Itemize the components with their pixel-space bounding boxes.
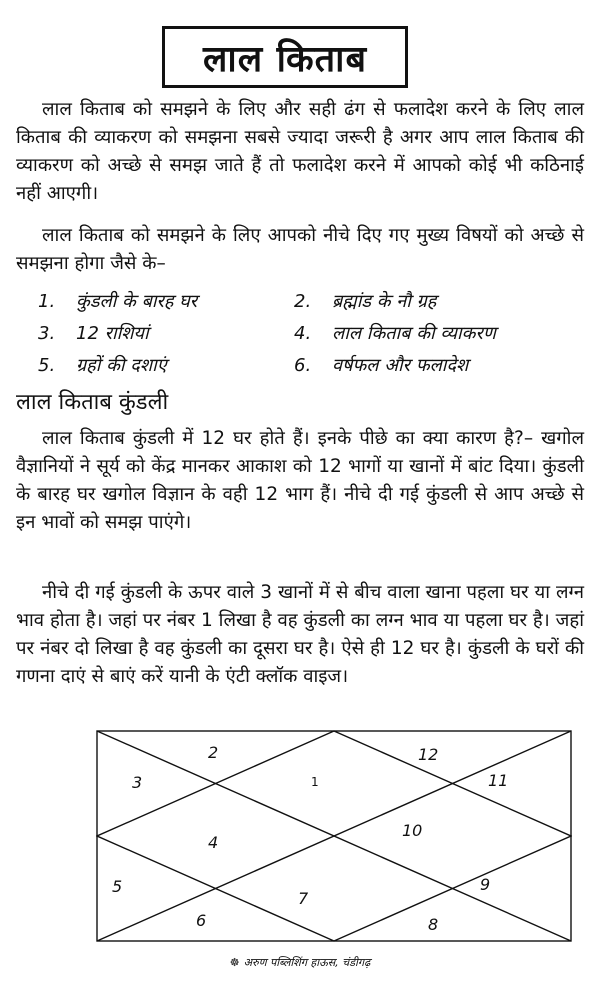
house-number-3: 3 [132, 773, 143, 792]
topics-list [38, 287, 578, 381]
publisher-footer [0, 955, 600, 970]
topics-intro-paragraph: लाल किताब को समझने के लिए आपको नीचे दिए गए मुख्य विषयों को अच्छे से समझना होगा जैसे के– [16, 225, 584, 274]
house-number-4: 4 [208, 833, 219, 852]
list-item-number: 6. [294, 355, 312, 376]
list-item-number: 3. [38, 323, 56, 344]
list-item [294, 351, 578, 381]
house-number-7: 7 [298, 889, 309, 908]
list-item-number: 2. [294, 291, 312, 312]
kundli-paragraph-2: नीचे दी गई कुंडली के ऊपर वाले 3 खानों में से बीच वाला खाना पहला घर या लग्न भाव होता है। जहां पर नंबर 1 लिखा है वह कुंडली का लग्न भाव या पहला घर है। जहां पर नंबर दो लिखा है वह कुंडली का दूसरा घर है। ऐसे ही 12 घर है। कुंडली के घरों की गणना दाएं से बाएं करें यानी के एंटी क्लॉक वाइज। [16, 582, 584, 687]
house-number-9: 9 [480, 875, 491, 894]
list-item-number: 5. [38, 355, 56, 376]
list-item [294, 287, 578, 317]
list-item [38, 319, 294, 349]
kundli-paragraph-1: लाल किताब कुंडली में 12 घर होते हैं। इनके पीछे का क्या कारण है?– खगोल वैज्ञानियों ने सूर्य को केंद्र मानकर आकाश को 12 भागों या खानों में बांट दिया। कुंडली के बारह घर खगोल विज्ञान के वही 12 भाग हैं। नीचे दी गई कुंडली से आप अच्छे से इन भावों को समझ पाएंगे। [16, 428, 584, 533]
kundli-chart-svg [96, 730, 572, 942]
list-item-number: 4. [294, 323, 312, 344]
kundli-chart [96, 730, 572, 942]
kundli-heading: लाल किताब कुंडली [16, 390, 169, 415]
house-number-1: 1 [311, 775, 319, 789]
list-item-text: ब्रह्मांड के नौ ग्रह [332, 291, 437, 312]
list-item-text: 12 राशियां [76, 323, 149, 344]
publisher-name: अरुण पब्लिशिंग हाऊस, चंडीगढ़ [243, 956, 371, 969]
kundli-chart-lines [97, 731, 571, 941]
house-number-10: 10 [402, 821, 423, 840]
house-number-2: 2 [208, 743, 219, 762]
list-item [294, 319, 578, 349]
list-item-text: ग्रहों की दशाएं [76, 355, 167, 376]
list-item [38, 287, 294, 317]
house-number-8: 8 [428, 915, 439, 934]
house-number-5: 5 [112, 877, 123, 896]
list-item-text: लाल किताब की व्याकरण [332, 323, 496, 344]
list-item-text: वर्षफल और फलादेश [332, 355, 469, 376]
house-number-11: 11 [488, 771, 509, 790]
house-number-12: 12 [418, 745, 439, 764]
list-item [38, 351, 294, 381]
list-item-text: कुंडली के बारह घर [76, 291, 198, 312]
house-number-6: 6 [196, 911, 207, 930]
list-item-number: 1. [38, 291, 56, 312]
house-labels [112, 743, 508, 934]
page-title: लाल किताब [162, 26, 408, 88]
publisher-logo-icon: ☸ [229, 956, 240, 969]
intro-paragraph: लाल किताब को समझने के लिए और सही ढंग से फलादेश करने के लिए लाल किताब की व्याकरण को समझना सबसे ज्यादा जरूरी है अगर आप लाल किताब की व्याकरण को अच्छे से समझ जाते हैं तो फलादेश करने में आपको कोई भी कठिनाई नहीं आएगी। [16, 99, 584, 204]
